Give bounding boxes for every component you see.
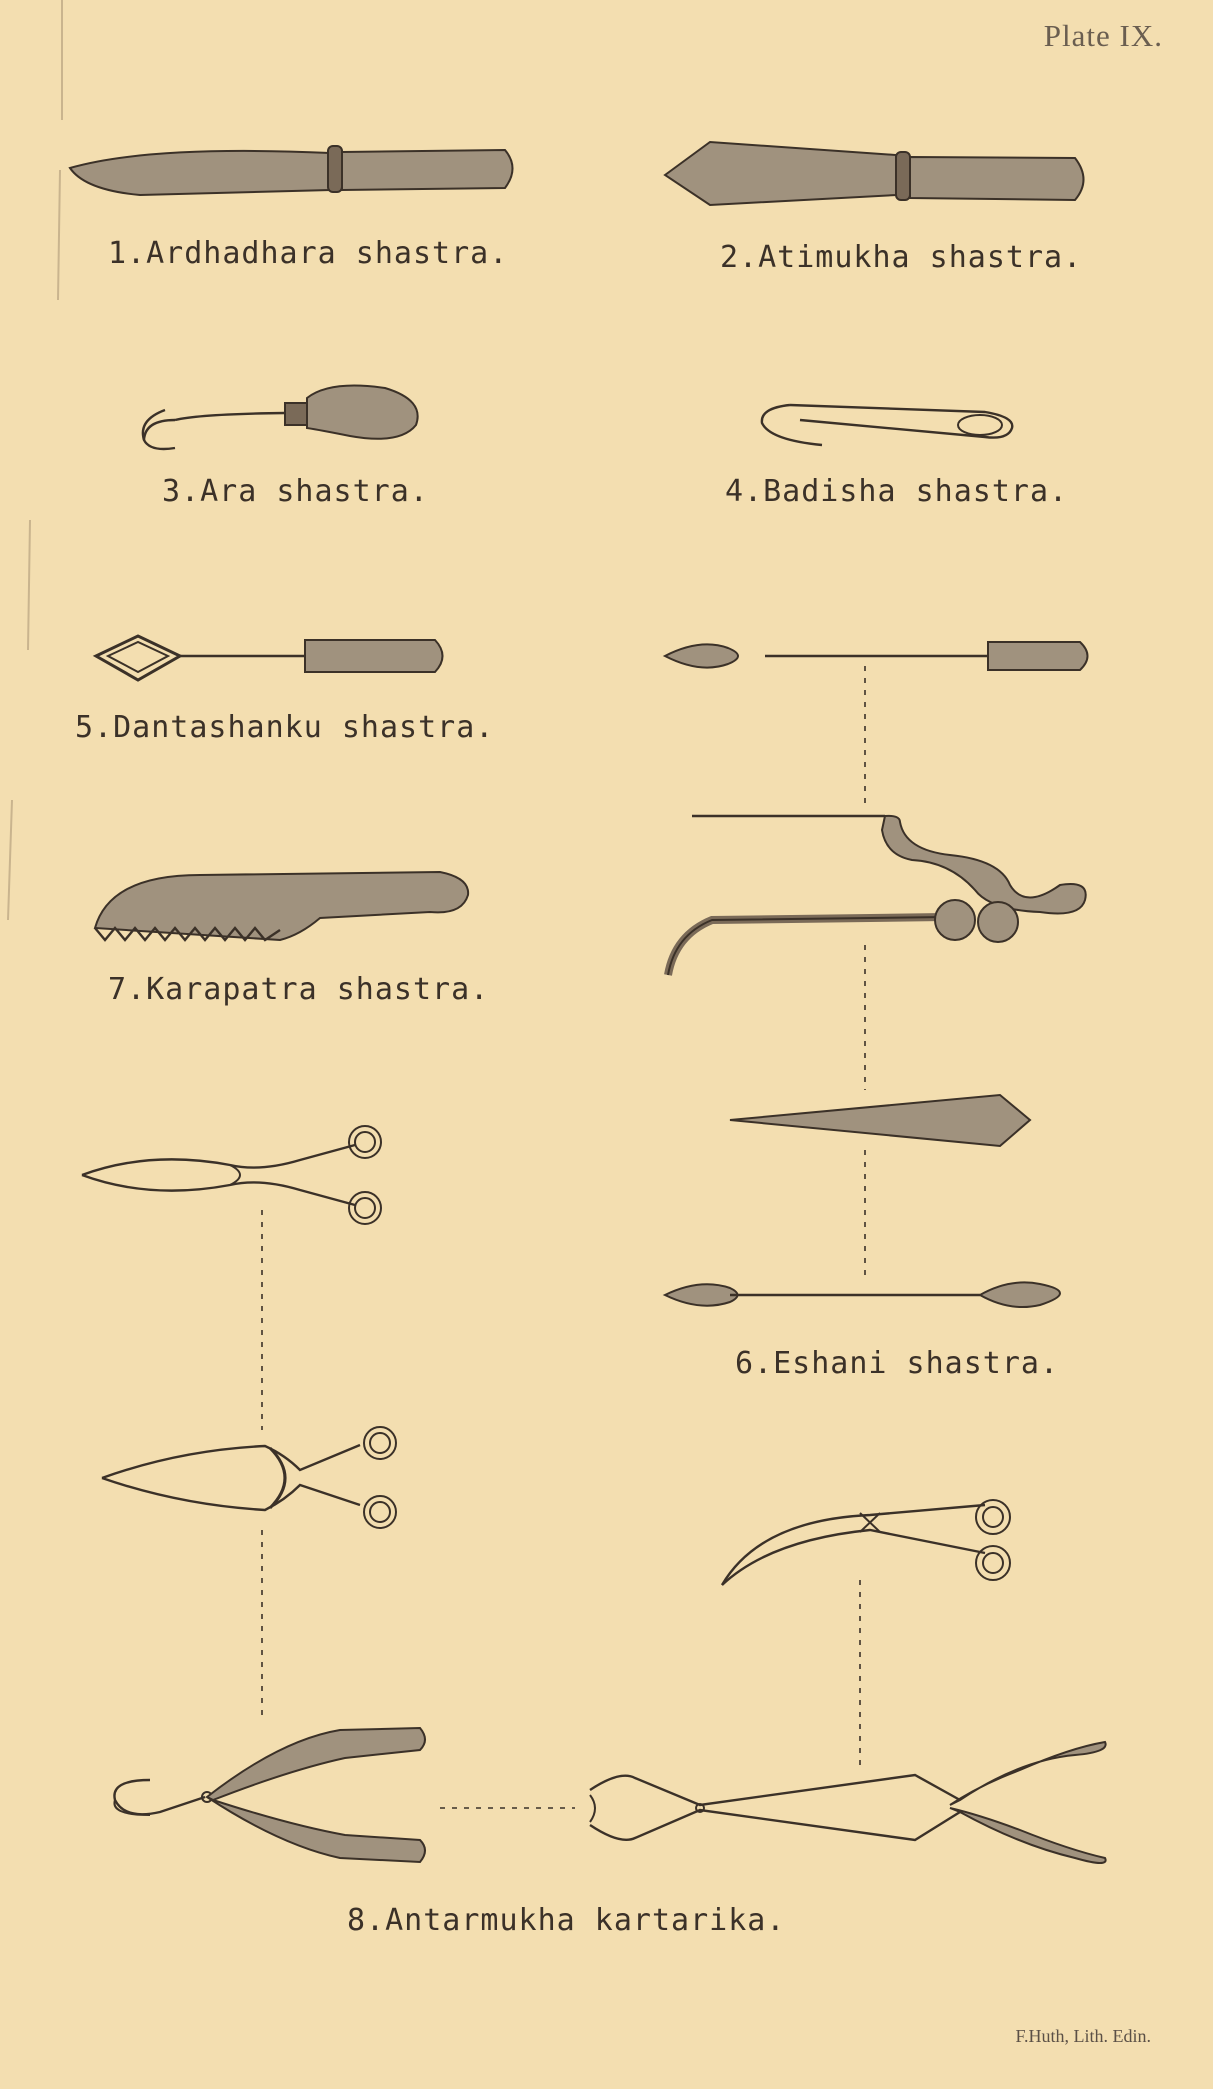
- caption-dantashanku: 5.Dantashanku shastra.: [75, 710, 495, 745]
- margin-fold-line: [8, 0, 62, 920]
- caption-badisha: 4.Badisha shastra.: [725, 474, 1069, 509]
- atimukha-knife-illustration: [665, 142, 1084, 205]
- ardhadhara-knife-illustration: [70, 146, 513, 195]
- plate-title: Plate IX.: [1043, 18, 1163, 53]
- caption-ardhadhara: 1.Ardhadhara shastra.: [108, 236, 509, 271]
- ara-awl-illustration: [143, 386, 418, 449]
- caption-antarmukha: 8.Antarmukha kartarika.: [347, 1903, 786, 1938]
- lithographer-credit: F.Huth, Lith. Edin.: [1015, 2026, 1151, 2046]
- karapatra-saw-illustration: [95, 872, 468, 940]
- eshani-probe-illustrations: [665, 642, 1088, 1307]
- caption-atimukha: 2.Atimukha shastra.: [720, 240, 1083, 275]
- caption-eshani: 6.Eshani shastra.: [735, 1346, 1060, 1381]
- antarmukha-scissors-illustrations: [82, 1126, 1106, 1863]
- caption-ara: 3.Ara shastra.: [162, 474, 429, 509]
- badisha-hook-illustration: [762, 405, 1012, 445]
- dantashanku-probe-illustration: [96, 636, 443, 680]
- caption-karapatra: 7.Karapatra shastra.: [108, 972, 490, 1007]
